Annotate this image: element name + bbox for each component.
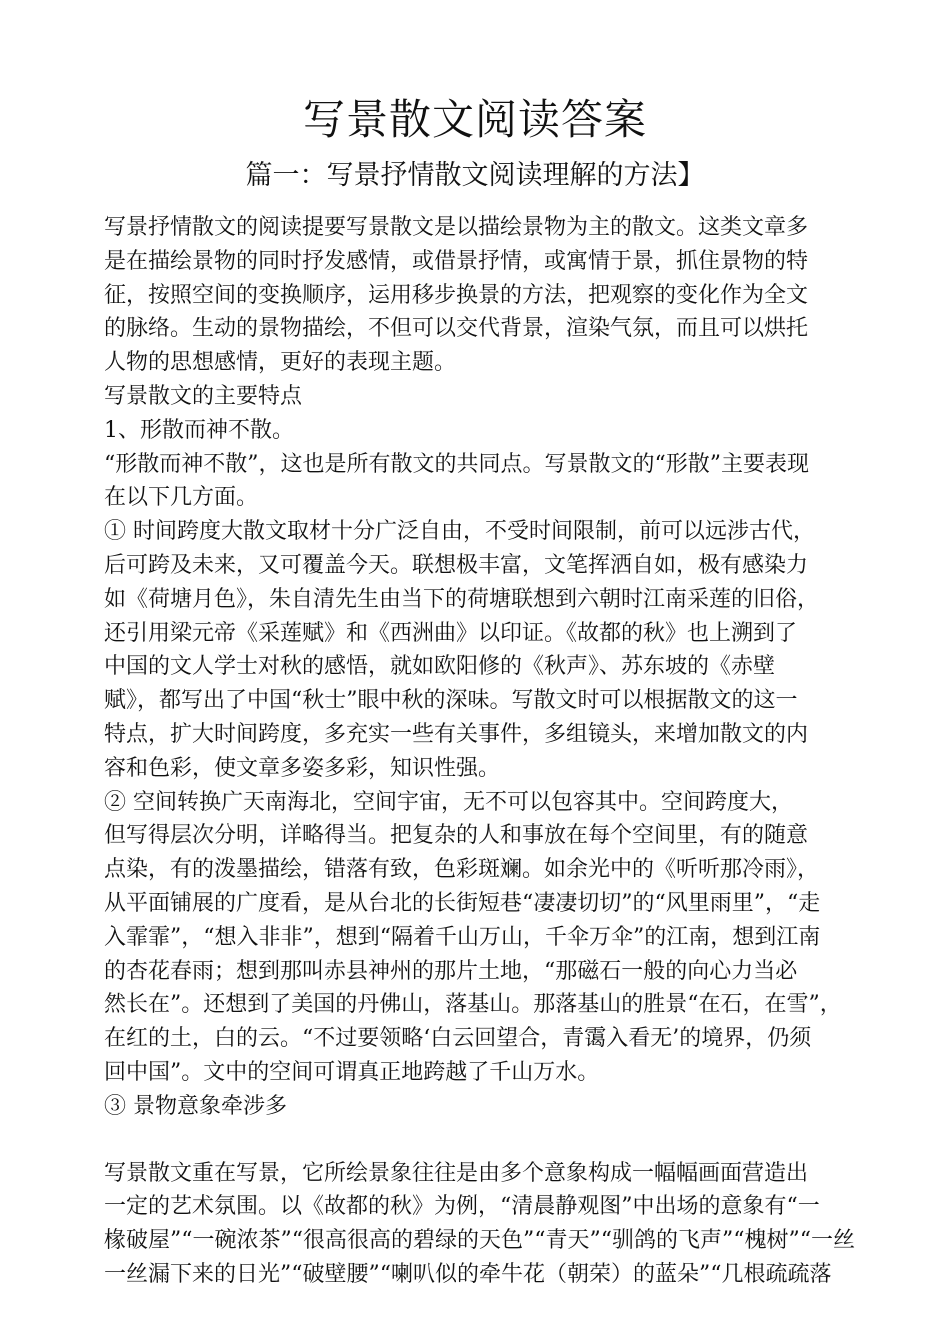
text-line: 写景散文重在写景，它所绘景象往往是由多个意象构成一幅幅画面营造出 [104, 1160, 809, 1186]
text-line: 一定的艺术氛围。以《故都的秋》为例，“清晨静观图”中出场的意象有“一 [104, 1194, 820, 1220]
text-line: ③ 景物意象牵涉多 [104, 1093, 287, 1119]
text-line: 的杏花春雨；想到那叫赤县神州的那片土地，“那磁石一般的向心力当必 [104, 958, 798, 984]
text-line: 特点，扩大时间跨度，多充实一些有关事件，多组镜头，来增加散文的内 [104, 721, 809, 747]
text-line: 是在描绘景物的同时抒发感情，或借景抒情，或寓情于景，抓住景物的特 [104, 248, 809, 274]
text-line: 在以下几方面。 [104, 485, 259, 511]
text-line: 赋》，都写出了中国“秋士”眼中秋的深味。写散文时可以根据散文的这一 [104, 688, 798, 714]
text-line: 后可跨及未来，又可覆盖今天。联想极丰富，文笔挥洒自如，极有感染力 [104, 552, 809, 578]
text-line: 中国的文人学士对秋的感悟，就如欧阳修的《秋声》、苏东坡的《赤壁 [104, 654, 776, 680]
text-line: 还引用梁元帝《采莲赋》和《西洲曲》以印证。《故都的秋》也上溯到了 [104, 620, 798, 646]
text-line: 写景抒情散文的阅读提要写景散文是以描绘景物为主的散文。这类文章多 [104, 215, 809, 240]
text-line: 如《荷塘月色》，朱自清先生由当下的荷塘联想到六朝时江南采莲的旧俗， [104, 586, 820, 612]
text-line: 然长在”。还想到了美国的丹佛山，落基山。那落基山的胜景“在石，在雪”， [104, 992, 842, 1018]
section-heading: 写景散文的主要特点 [104, 383, 303, 409]
text-line: 椽破屋”“一碗浓茶”“很高很高的碧绿的天色”“青天”“驯鸽的飞声”“槐树”“一丝 [104, 1228, 855, 1254]
text-line: ② 空间转换广天南海北，空间宇宙，无不可以包容其中。空间跨度大， [104, 789, 793, 815]
text-line: 一丝漏下来的日光”“破壁腰”“喇叭似的牵牛花（朝荣）的蓝朵”“几根疏疏落 [104, 1261, 832, 1287]
numbered-heading: 1、形散而神不散。 [104, 417, 294, 443]
text-line: 回中国”。文中的空间可谓真正地跨越了千山万水。 [104, 1059, 600, 1085]
text-line: 的脉络。生动的景物描绘，不但可以交代背景，渲染气氛，而且可以烘托 [104, 316, 809, 342]
text-line: 人物的思想感情，更好的表现主题。 [104, 350, 457, 376]
text-line: 入霏霏”，“想入非非”，想到“隔着千山万山，千伞万伞”的江南，想到江南 [104, 924, 821, 950]
document-title: 写景散文阅读答案 [302, 95, 647, 144]
paragraph-gap [104, 1124, 864, 1157]
text-line: 征，按照空间的变换顺序，运用移步换景的方法，把观察的变化作为全文 [104, 282, 809, 308]
text-line: ① 时间跨度大散文取材十分广泛自由，不受时间限制，前可以远涉古代， [104, 519, 815, 545]
document-body [104, 211, 864, 1292]
text-line: 点染，有的泼墨描绘，错落有致，色彩斑斓。如余光中的《听听那冷雨》， [104, 857, 820, 883]
text-line: “形散而神不散”，这也是所有散文的共同点。写景散文的“形散”主要表现 [104, 451, 809, 477]
document-subtitle: 篇一：写景抒情散文阅读理解的方法】 [245, 160, 705, 191]
text-line: 在红的土，白的云。“不过要领略‘白云回望合，青霭入看无’的境界，仍须 [104, 1026, 812, 1052]
text-line: 从平面铺展的广度看，是从台北的长街短巷“凄凄切切”的“风里雨里”，“走 [104, 890, 821, 916]
text-line: 容和色彩，使文章多姿多彩，知识性强。 [104, 755, 501, 781]
text-line: 但写得层次分明，详略得当。把复杂的人和事放在每个空间里，有的随意 [104, 823, 809, 849]
